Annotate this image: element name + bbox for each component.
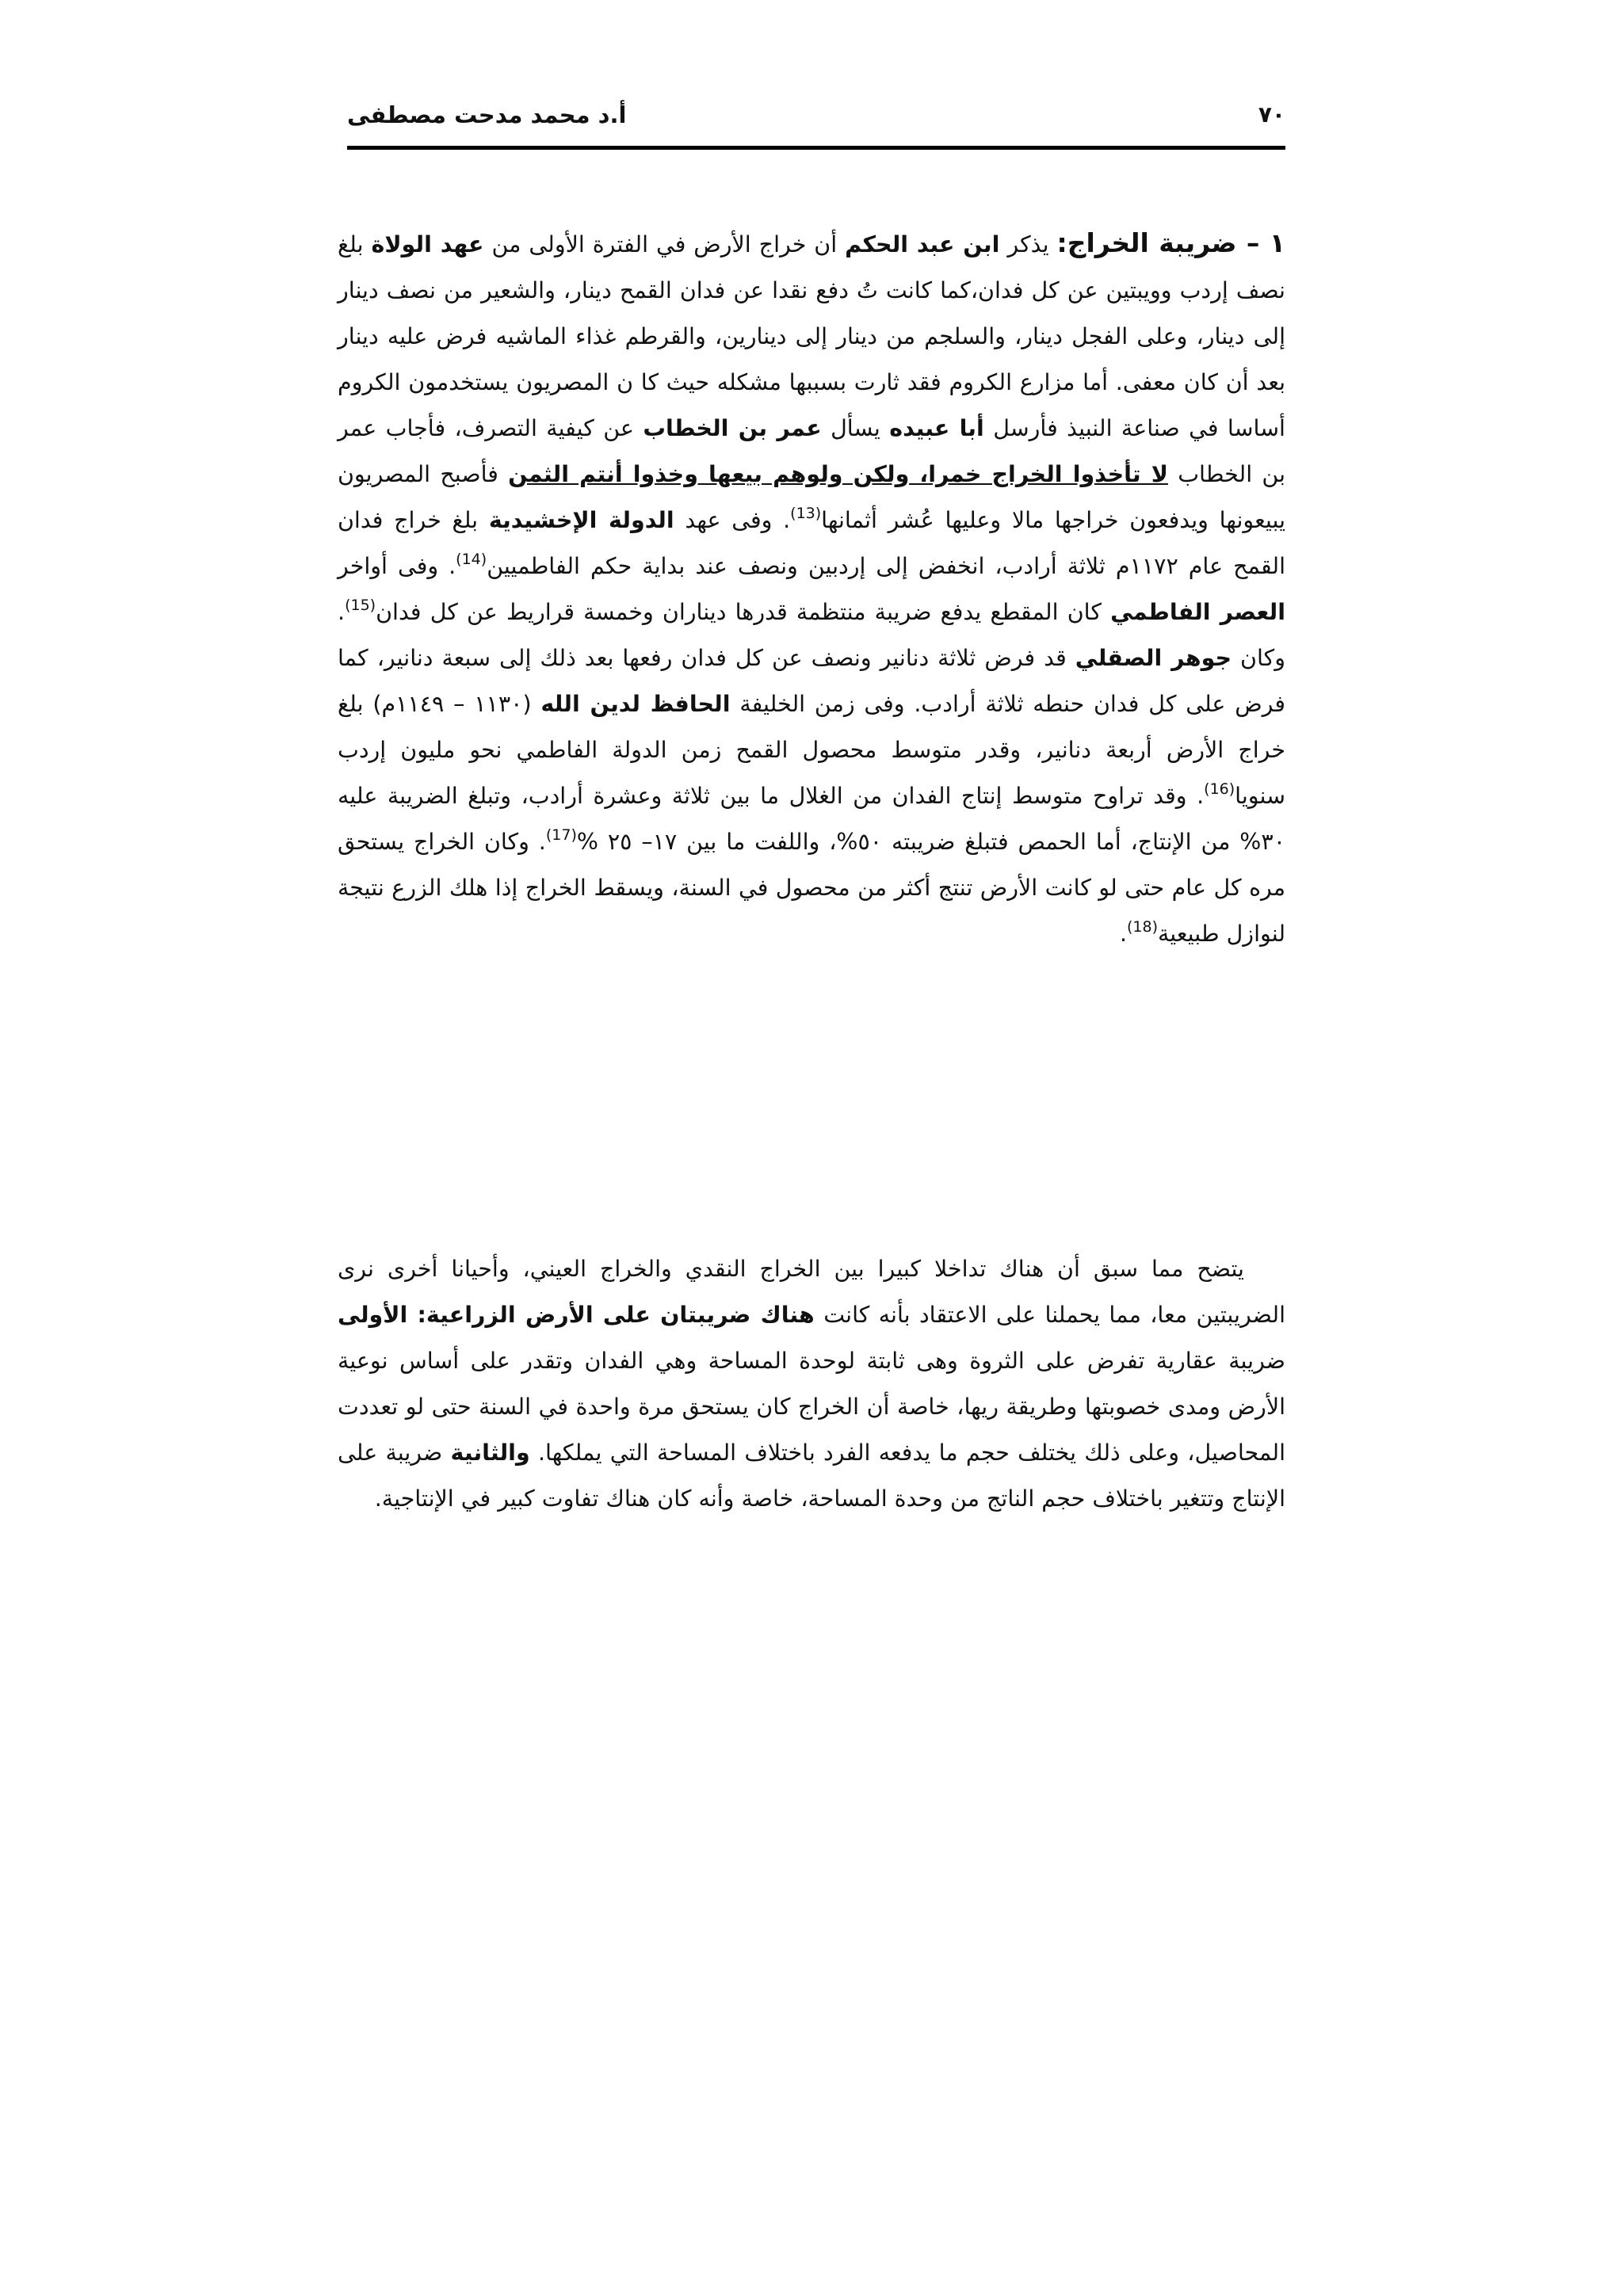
bold-term: هناك ضريبتان على الأرض الزراعية: الأولى <box>338 1302 815 1328</box>
header-rule <box>347 146 1285 150</box>
footnote-ref: (14) <box>456 551 487 568</box>
text-run: قد فرض ثلاثة دنانير ونصف عن كل فدان رفعها بعد ذلك إلى سبعة دنانير، كما فرض على كل فدان حنطه ثلاثة أرادب. وفى زمن الخليفة <box>338 645 1285 717</box>
text-run: كان المقطع يدفع ضريبة منتظمة قدرها ديناران وخمسة قراريط عن كل فدان <box>376 599 1111 625</box>
text-run: بلغ خراج فدان القمح عام ١١٧٢م ثلاثة أرادب، انخفض إلى إردبين ونصف عند بداية حكم الفاطميين <box>338 507 1285 579</box>
bold-name: جوهر الصقلي <box>1075 645 1232 671</box>
text-run: أن خراج الأرض في الفترة الأولى من <box>483 231 846 257</box>
footnote-ref: (16) <box>1204 780 1235 798</box>
bold-term: العصر الفاطمي <box>1110 599 1285 625</box>
bold-name: الحافظ لدين الله <box>540 691 731 717</box>
text-run: بلغ نصف إردب وويبتين عن كل فدان،كما كانت تُ دفع نقدا عن فدان القمح دينار، والشعير من نصف دينار إلى دينار، وعلى الفجل دينار، والسلجم من دينار إلى دينارين، والقرطم غذاء الماشيه فرض عليه دينار بعد أن كان معفى. أما مزارع الكروم فقد ثارت بسببها مشكله حيث كا ن المصريون يستخدمون الكروم أساسا في صناعة النبيذ فأرسل <box>338 231 1285 441</box>
text-run: . وكان <box>338 599 1285 671</box>
bold-name: أبا عبيده <box>889 415 984 441</box>
text-run: . وفى أواخر <box>338 553 456 579</box>
footnote-ref: (13) <box>790 505 822 522</box>
footnote-ref: (17) <box>545 826 577 844</box>
text-run: عن كيفية التصرف، فأجاب عمر بن الخطاب <box>338 415 1286 487</box>
paragraph-kharaj-tax <box>338 220 1285 957</box>
paragraph-two-taxes <box>338 1246 1285 1522</box>
text-run: . وقد تراوح متوسط إنتاج الفدان من الغلال ما بين ثلاثة وعشرة أرادب، وتبلغ الضريبة عليه ٣٠% من الإنتاج، أما الحمص فتبلغ ضريبته ٥٠%، واللفت ما بين ١٧– ٢٥ % <box>338 783 1286 855</box>
text-run: يتضح مما سبق أن هناك تداخلا كبيرا بين الخراج النقدي والخراج العيني، وأحيانا أخرى نرى الضريبتين معا، مما يحملنا على الاعتقاد بأنه كانت <box>338 1256 1285 1328</box>
text-run: ضريبة على الإنتاج وتتغير باختلاف حجم الناتج من وحدة المساحة، خاصة وأنه كان هناك تفاوت كبير في الإنتاجية. <box>338 1440 1285 1512</box>
page-header <box>347 101 1285 149</box>
text-run: . <box>1119 921 1127 947</box>
text-run: فأصبح المصريون يبيعونها ويدفعون خراجها مالا وعليها عُشر أثمانها <box>338 461 1286 533</box>
footnote-ref: (15) <box>345 597 376 614</box>
running-head-author: أ.د محمد مدحت مصطفى <box>347 101 627 128</box>
text-run: يسأل <box>821 415 890 441</box>
bold-name: عمر بن الخطاب <box>643 415 822 441</box>
underlined-quote: لا تأخذوا الخراج خمرا، ولكن ولوهم بيعها وخذوا أنتم الثمن <box>508 461 1168 487</box>
text-run: ضريبة عقارية تفرض على الثروة وهى ثابتة لوحدة المساحة وهي الفدان وتقدر على أساس نوعية الأرض ومدى خصوبتها وطريقة ريها، خاصة أن الخراج كان يستحق مرة واحدة في السنة حتى لو تعددت المحاصيل، وعلى ذلك يختلف حجم ما يدفعه الفرد باختلاف المساحة التي يملكها. <box>338 1348 1285 1466</box>
bold-name: ابن عبد الحكم <box>845 231 1000 257</box>
section-heading: ١ – ضريبة الخراج: <box>1056 227 1285 258</box>
text-run: . وفى عهد <box>674 507 791 533</box>
text-run: . وكان الخراج يستحق مره كل عام حتى لو كانت الأرض تنتج أكثر من محصول في السنة، ويسقط الخراج إذا هلك الزرع نتيجة لنوازل طبيعية <box>338 829 1285 947</box>
text-run: يذكر <box>999 231 1057 257</box>
bold-term: الدولة الإخشيدية <box>488 507 674 533</box>
footnote-ref: (18) <box>1127 918 1159 936</box>
text-run: (١١٣٠ – ١١٤٩م) بلغ خراج الأرض أربعة دنانير، وقدر متوسط محصول القمح زمن الدولة الفاطمي نحو مليون إردب سنويا <box>338 691 1285 809</box>
page-number: ٧٠ <box>1258 101 1285 128</box>
bold-term: والثانية <box>450 1440 530 1466</box>
bold-term: عهد الولاة <box>371 231 484 257</box>
